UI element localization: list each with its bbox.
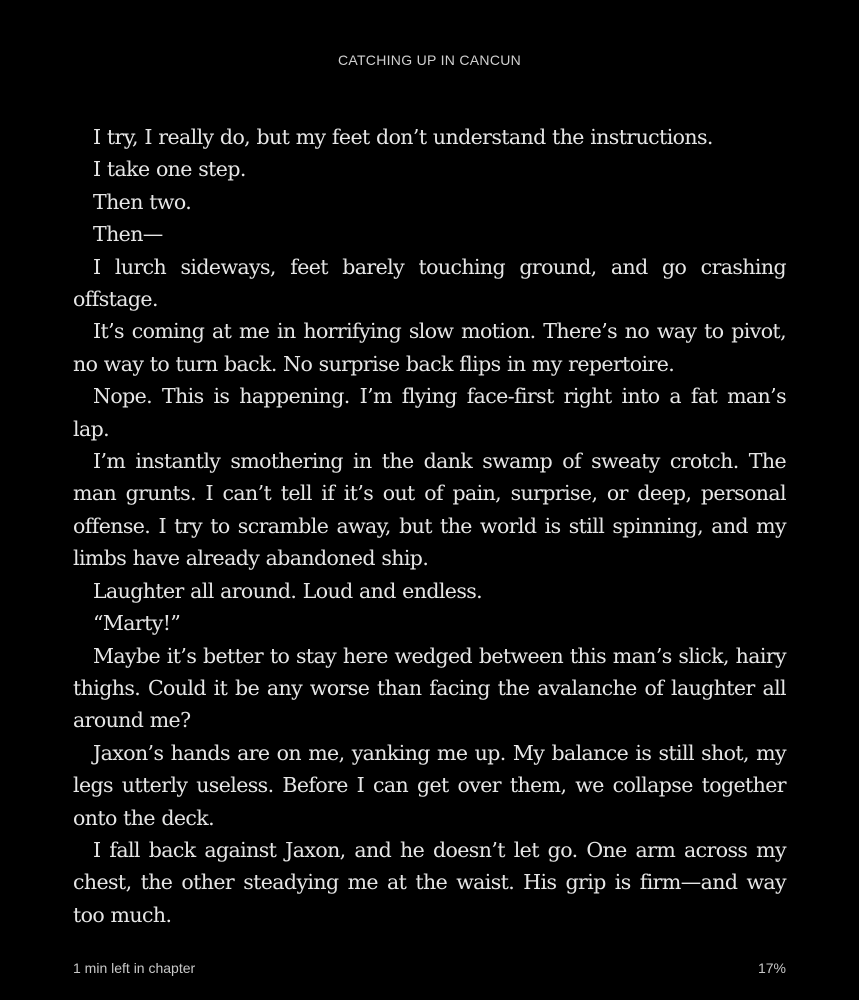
time-left-in-chapter[interactable]: 1 min left in chapter bbox=[73, 960, 196, 976]
page-text bbox=[73, 121, 786, 931]
paragraph: I take one step. bbox=[93, 157, 246, 182]
paragraph: I try, I really do, but my feet don’t understand the instructions. bbox=[93, 125, 713, 149]
paragraph: Then two. bbox=[93, 189, 192, 214]
paragraph: Laughter all around. Loud and endless. bbox=[93, 578, 483, 603]
paragraph: Jaxon’s hands are on me, yanking me up. My balance is still shot, my legs utterly useless. Before I can get over them, we collapse together onto the deck. bbox=[73, 740, 786, 830]
paragraph: “Marty!” bbox=[93, 611, 181, 636]
paragraph: I lurch sideways, feet barely touching ground, and go crashing offstage. bbox=[73, 254, 786, 312]
chapter-title: CATCHING UP IN CANCUN bbox=[337, 52, 522, 68]
paragraph: It’s coming at me in horrifying slow motion. There’s no way to pivot, no way to turn back. No surprise back flips in my repertoire. bbox=[73, 319, 786, 376]
reading-progress[interactable]: 17% bbox=[757, 960, 786, 976]
paragraph: I’m instantly smothering in the dank swamp of sweaty crotch. The man grunts. I can’t tell if it’s out of pain, surprise, or deep, personal offense. I try to scramble away, but the world is still spinning, and my limbs have already abandoned ship. bbox=[73, 449, 786, 571]
paragraph: I fall back against Jaxon, and he doesn’t let go. One arm across my chest, the other steadying me at the waist. His grip is firm—and way too much. bbox=[73, 837, 786, 927]
paragraph: Nope. This is happening. I’m flying face-first right into a fat man’s lap. bbox=[73, 384, 786, 441]
paragraph: Then— bbox=[93, 222, 163, 247]
paragraph: Maybe it’s better to stay here wedged between this man’s slick, hairy thighs. Could it be any worse than facing the avalanche of laughter all around me? bbox=[73, 643, 786, 733]
